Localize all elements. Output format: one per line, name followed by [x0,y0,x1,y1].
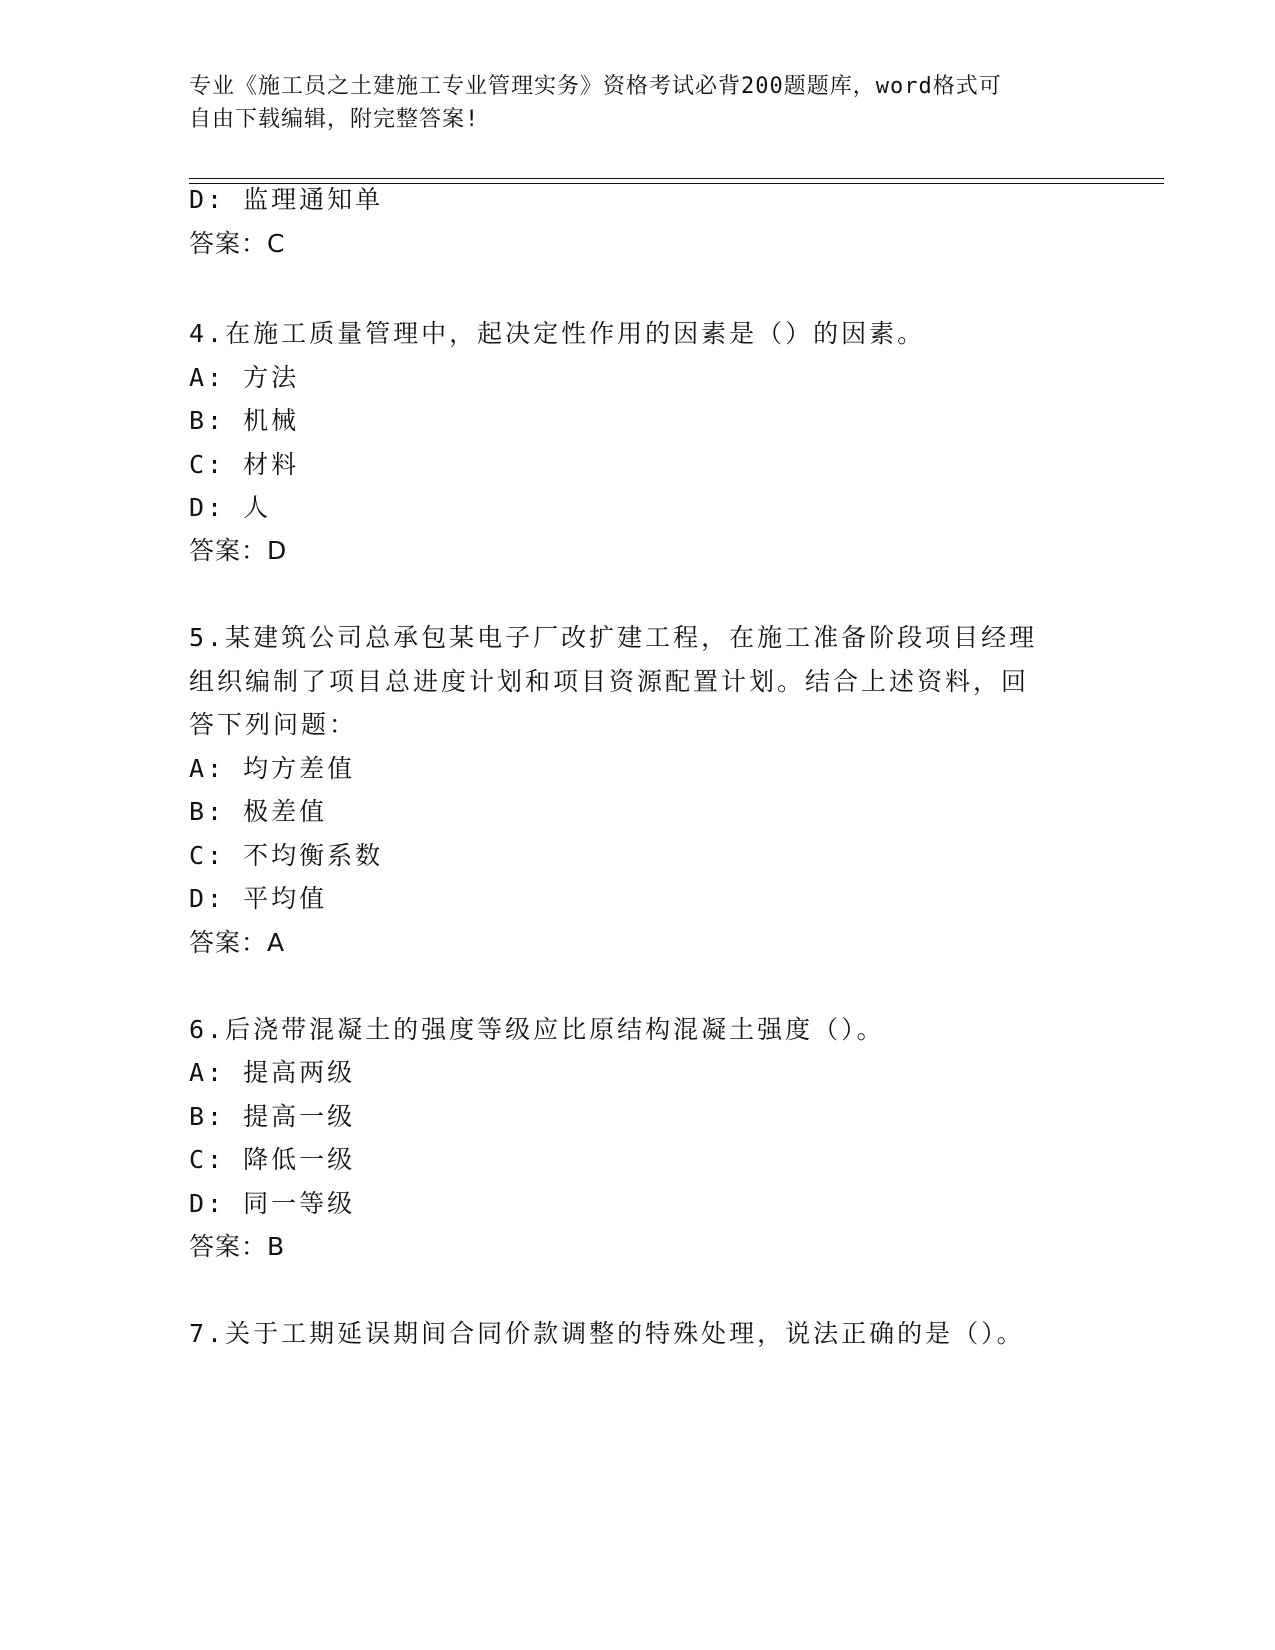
q6-stem: 6.后浇带混凝土的强度等级应比原结构混凝土强度（）。 [189,1015,885,1044]
q5-option-c: C: 不均衡系数 [189,841,384,870]
q4-option-b: B: 机械 [189,406,300,435]
q5-option-b: B: 极差值 [189,797,328,826]
q6-option-c: C: 降低一级 [189,1145,356,1174]
q4-stem: 4.在施工质量管理中，起决定性作用的因素是（）的因素。 [189,319,926,348]
q4-answer: 答案：D [189,536,288,565]
header-title-line-2: 自由下载编辑，附完整答案! [189,107,480,132]
q5-option-a: A: 均方差值 [189,754,356,783]
q5-stem-line-3: 答下列问题： [189,710,358,739]
q5-answer: 答案：A [189,928,286,957]
q5-stem-line-1: 5.某建筑公司总承包某电子厂改扩建工程，在施工准备阶段项目经理 [189,623,1038,652]
q4-option-d: D: 人 [189,493,272,522]
q3-answer: 答案：C [189,229,286,258]
q7-stem: 7.关于工期延误期间合同价款调整的特殊处理，说法正确的是（）。 [189,1319,1025,1348]
q4-option-a: A: 方法 [189,363,300,392]
document-header [189,70,1089,136]
header-title-line-1: 专业《施工员之土建施工专业管理实务》资格考试必背200题题库，word格式可 [189,74,1002,99]
q6-option-b: B: 提高一级 [189,1102,356,1131]
q5-option-d: D: 平均值 [189,884,328,913]
q6-option-a: A: 提高两级 [189,1058,356,1087]
q5-stem-line-2: 组织编制了项目总进度计划和项目资源配置计划。结合上述资料，回 [189,667,1030,696]
q4-option-c: C: 材料 [189,450,300,479]
q6-answer: 答案：B [189,1232,286,1261]
q6-option-d: D: 同一等级 [189,1189,356,1218]
q3-option-d: D: 监理通知单 [189,185,384,214]
